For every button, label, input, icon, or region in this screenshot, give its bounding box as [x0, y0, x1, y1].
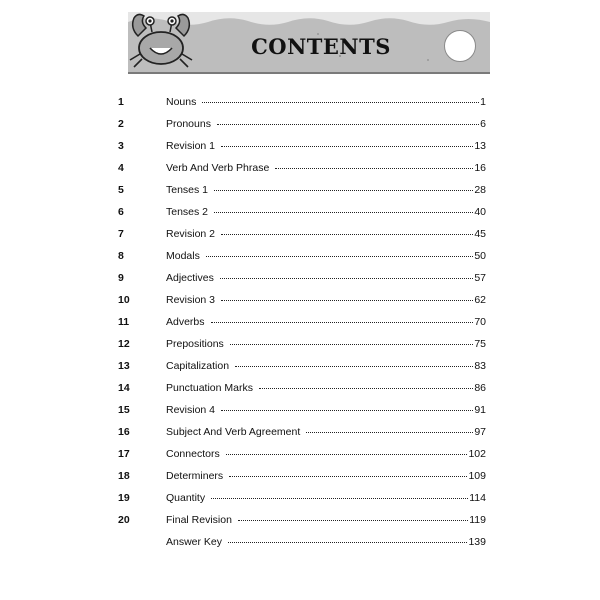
chapter-title: Revision 4	[166, 404, 216, 416]
dot-leader	[221, 410, 473, 411]
toc-row	[118, 486, 486, 508]
toc-entry	[166, 360, 486, 372]
chapter-number: 9	[118, 272, 124, 284]
chapter-title: Connectors	[166, 448, 220, 460]
page-number: 97	[474, 426, 486, 438]
page-number: 102	[468, 448, 486, 460]
page-number: 50	[474, 250, 486, 262]
toc-entry	[166, 206, 486, 218]
page-number: 40	[474, 206, 486, 218]
chapter-number: 2	[118, 118, 124, 130]
chapter-number: 14	[118, 382, 130, 394]
chapter-title: Punctuation Marks	[166, 382, 253, 394]
page-number: 57	[474, 272, 486, 284]
dot-leader	[238, 520, 468, 521]
toc-entry	[166, 492, 486, 504]
sun-icon	[444, 30, 476, 62]
chapter-title: Capitalization	[166, 360, 230, 372]
page-number: 6	[480, 118, 486, 130]
chapter-number: 15	[118, 404, 130, 416]
dot-leader	[235, 366, 473, 367]
toc-row	[118, 222, 486, 244]
toc-entry	[166, 272, 486, 284]
chapter-title: Answer Key	[166, 536, 223, 548]
chapter-number: 17	[118, 448, 130, 460]
page-title: CONTENTS	[251, 34, 391, 59]
toc-row	[118, 156, 486, 178]
toc-entry	[166, 250, 486, 262]
toc-entry	[166, 162, 486, 174]
page-number: 16	[474, 162, 486, 174]
dot-leader	[275, 168, 473, 169]
crab-icon	[128, 10, 194, 70]
page-number: 83	[474, 360, 486, 372]
toc-row	[118, 464, 486, 486]
toc-row	[118, 90, 486, 112]
toc-row	[118, 134, 486, 156]
chapter-title: Tenses 1	[166, 184, 209, 196]
chapter-title: Adjectives	[166, 272, 214, 284]
dot-leader	[206, 256, 473, 257]
page-number: 1	[480, 96, 486, 108]
chapter-title: Revision 2	[166, 228, 216, 240]
toc-entry	[166, 316, 486, 328]
page-number: 75	[474, 338, 486, 350]
toc-row	[118, 332, 486, 354]
toc-entry	[166, 404, 486, 416]
chapter-title: Prepositions	[166, 338, 224, 350]
chapter-title: Tenses 2	[166, 206, 209, 218]
chapter-number: 11	[118, 316, 130, 328]
chapter-number: 13	[118, 360, 130, 372]
chapter-title: Verb And Verb Phrase	[166, 162, 270, 174]
dot-leader	[306, 432, 473, 433]
toc-row	[118, 376, 486, 398]
page-number: 91	[474, 404, 486, 416]
dot-leader	[230, 344, 474, 345]
dot-leader	[220, 278, 473, 279]
toc-row	[118, 442, 486, 464]
toc-entry	[166, 426, 486, 438]
chapter-number: 6	[118, 206, 124, 218]
chapter-number: 12	[118, 338, 130, 350]
chapter-number: 4	[118, 162, 124, 174]
chapter-title: Modals	[166, 250, 200, 262]
dot-leader	[214, 212, 473, 213]
toc-entry	[166, 118, 486, 130]
toc-row	[118, 112, 486, 134]
chapter-number: 1	[118, 96, 124, 108]
toc-row	[118, 398, 486, 420]
toc-entry	[166, 470, 486, 482]
toc-row	[118, 288, 486, 310]
chapter-number: 18	[118, 470, 130, 482]
page-number: 109	[468, 470, 486, 482]
dot-leader	[221, 300, 473, 301]
dot-leader	[202, 102, 479, 103]
toc-entry	[166, 228, 486, 240]
dot-leader	[229, 476, 467, 477]
toc-row	[118, 244, 486, 266]
toc-entry	[166, 96, 486, 108]
chapter-title: Subject And Verb Agreement	[166, 426, 301, 438]
page-number: 13	[474, 140, 486, 152]
toc-row	[118, 530, 486, 552]
chapter-title: Determiners	[166, 470, 224, 482]
toc-row	[118, 420, 486, 442]
page-number: 70	[474, 316, 486, 328]
toc-entry	[166, 184, 486, 196]
chapter-number: 3	[118, 140, 124, 152]
chapter-title: Adverbs	[166, 316, 205, 328]
toc-entry	[166, 514, 486, 526]
dot-leader	[228, 542, 467, 543]
page-number: 139	[468, 536, 486, 548]
chapter-title: Quantity	[166, 492, 206, 504]
dot-leader	[211, 322, 474, 323]
toc-entry	[166, 294, 486, 306]
dot-leader	[221, 234, 473, 235]
toc-entry	[166, 536, 486, 548]
chapter-number: 8	[118, 250, 124, 262]
toc-row	[118, 200, 486, 222]
dot-leader	[259, 388, 473, 389]
toc-row	[118, 310, 486, 332]
chapter-title: Nouns	[166, 96, 197, 108]
chapter-number: 20	[118, 514, 130, 526]
toc-entry	[166, 338, 486, 350]
page-number: 28	[474, 184, 486, 196]
page-number: 114	[469, 492, 486, 504]
toc-entry	[166, 140, 486, 152]
chapter-title: Pronouns	[166, 118, 211, 130]
toc-row	[118, 178, 486, 200]
page-number: 119	[469, 514, 486, 526]
dot-leader	[226, 454, 468, 455]
chapter-number: 10	[118, 294, 130, 306]
dot-leader	[214, 190, 473, 191]
chapter-number: 7	[118, 228, 124, 240]
chapter-number: 16	[118, 426, 130, 438]
chapter-number: 5	[118, 184, 124, 196]
dot-leader	[211, 498, 468, 499]
page-number: 86	[474, 382, 486, 394]
page-number: 62	[474, 294, 486, 306]
toc-entry	[166, 382, 486, 394]
dot-leader	[221, 146, 473, 147]
dot-leader	[217, 124, 479, 125]
table-of-contents	[118, 90, 486, 552]
chapter-title: Final Revision	[166, 514, 232, 526]
page-number: 45	[474, 228, 486, 240]
toc-row	[118, 508, 486, 530]
toc-row	[118, 266, 486, 288]
chapter-title: Revision 3	[166, 294, 216, 306]
toc-entry	[166, 448, 486, 460]
chapter-title: Revision 1	[166, 140, 216, 152]
toc-row	[118, 354, 486, 376]
chapter-number: 19	[118, 492, 130, 504]
